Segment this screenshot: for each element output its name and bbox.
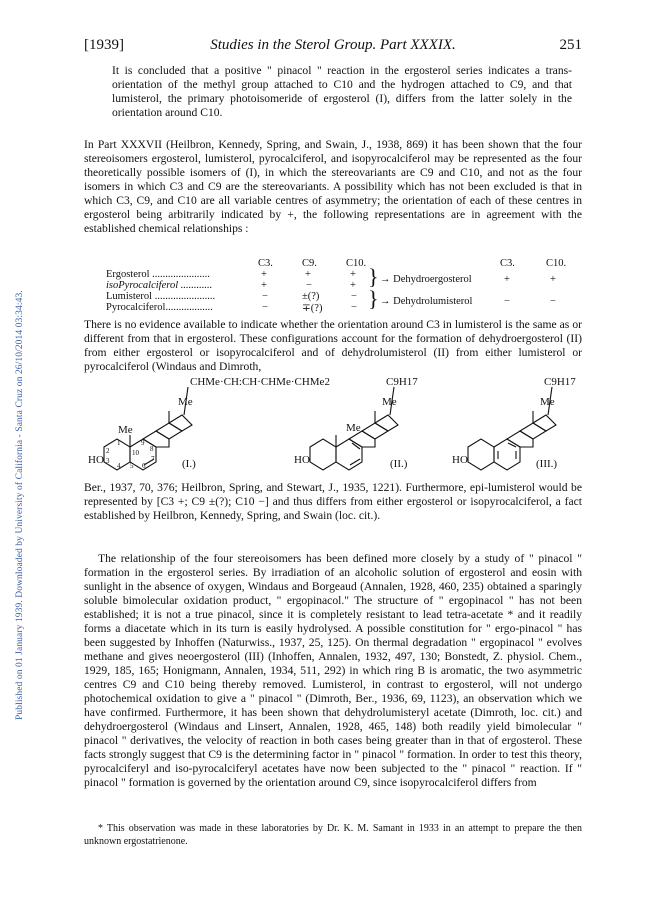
abstract: It is concluded that a positive " pinacol " reaction in the ergosterol series indicates a trans-orientation of the methyl group attached to C10 and the hydrogen attached to C9, and that lumisterol, the primary photoisomeride of ergosterol (I), differs from the latter solely in the orientation around C10. <box>112 64 572 119</box>
methyl-label: Me <box>382 396 397 408</box>
cell: + <box>261 280 267 291</box>
paragraph-1: In Part XXXVII (Heilbron, Kennedy, Spring, and Swain, J., 1938, 869) it has been shown that the four stereoisomers ergosterol, lumisterol, pyrocalciferol, and isopyrocalciferol may be represented as the four theoretically possible isomers of (I), in which the stereovariants are C9 and C10, and not as the four isomers in which C3 and C9 are the stereovariants. A possibility which has not been excluded is that in which C3, C9, and C10 are all variable centres of asymmetry; the orientation of each of these centres in ergosterol being arbitrarily indicated by +, the following representations are in agreement with the established chemical relationships : <box>84 138 582 235</box>
brace: } <box>368 286 379 311</box>
hydroxyl-label: HO <box>452 454 468 466</box>
cell: ±(?) <box>302 291 320 302</box>
cell: − <box>306 280 312 291</box>
side-chain-label: CHMe·CH:CH·CHMe·CHMe2 <box>190 376 330 388</box>
cell: + <box>350 269 356 280</box>
row-name: Pyrocalciferol.................. <box>106 302 213 313</box>
paragraph-3: Ber., 1937, 70, 376; Heilbron, Spring, and Stewart, J., 1935, 1221). Furthermore, epi-lumisterol would be represented by [C3 +; C9 ±(?); C10 −] and thus differs from either ergosterol or isopyrocalciferol, a fact established by Heilbron, Kennedy, Spring, and Swain (loc. cit.). <box>84 481 582 522</box>
cell: − <box>550 296 556 307</box>
hydroxyl-label: HO <box>294 454 310 466</box>
cell: − <box>262 302 268 313</box>
c9h17-label: C9H17 <box>386 376 418 388</box>
cell: + <box>261 269 267 280</box>
methyl-label: Me <box>540 396 555 408</box>
col-header: C9. <box>302 258 317 269</box>
ring-number: 7 <box>151 455 155 463</box>
running-header <box>84 37 582 55</box>
cell: − <box>351 302 357 313</box>
cell: ∓(?) <box>302 303 323 314</box>
running-title: Studies in the Sterol Group. Part XXXIX. <box>210 37 456 53</box>
ring-number: 10 <box>132 449 139 457</box>
structural-formulas <box>84 375 582 480</box>
ring-number: 4 <box>117 462 121 470</box>
ring-number: 6 <box>142 462 146 470</box>
cell: + <box>305 269 311 280</box>
methyl-label: Me <box>118 424 133 436</box>
cell: − <box>504 296 510 307</box>
methyl-label: Me <box>346 422 361 434</box>
c9h17-label: C9H17 <box>544 376 576 388</box>
cell: + <box>550 274 556 285</box>
row-name: Ergosterol ...................... <box>106 269 210 280</box>
ring-number: 9 <box>141 439 145 447</box>
stereo-table <box>106 258 576 316</box>
cell: + <box>504 274 510 285</box>
row-name: Lumisterol ....................... <box>106 291 216 302</box>
footnote: * This observation was made in these laboratories by Dr. K. M. Samant in 1933 in an attempt to prepare the then unknown ergostatrienone. <box>84 823 582 847</box>
col-header: C3. <box>500 258 515 269</box>
paragraph-4: The relationship of the four stereoisomers has been defined more closely by a study of " pinacol " formation in the ergosterol series. By irradiation of an alcoholic solution of ergosterol and eosin with sunlight in the absence of oxygen, Windaus and Borgeaud (Annalen, 1928, 460, 235) obtained a sparingly soluble bimolecular oxidation product, " ergopinacol." The structure of " ergopinacol " has not been established; it is not a true pinacol, since it is completely resistant to lead tetra-acetate * and it readily forms a diacetate which in its turn is easily hydrolysed. A possible constitution for " ergo-pinacol " has been suggested by Inhoffen (Naturwiss., 1937, 25, 125). On thermal degradation " ergopinacol " evolves methane and gives neoergosterol (III) (Inhoffen, Annalen, 1932, 497, 130; Bonstedt, Z. physiol. Chem., 1929, 185, 165; Honigmann, Annalen, 1934, 511, 292) in which ring B is aromatic, the two asymmetric centres C9 and C10 being thereby removed. Lumisterol, in contrast to ergosterol, will not undergo photochemical oxidation to give a " pinacol " (Dimroth, Ber., 1936, 69, 1123), an observation which we have confirmed. Furthermore, it has been shown that dehydrolumisteryl acetate (Dimroth, loc. cit.) and dehydroergosterol (Windaus and Linsert, Annalen, 1928, 465, 148) both readily yield bimolecular " pinacol " derivatives, the velocity of reaction in both cases being greater than in that of ergosterol. These facts strongly suggest that C9 is the determining factor in " pinacol " formation. In order to test this theory, pyrocalciferyl and iso-pyrocalciferyl acetates have now been subjected to the " pinacol " reaction. If " pinacol " formation is governed by the orientation around C9, since isopyrocalciferol differs from <box>84 552 582 789</box>
methyl-label: Me <box>178 396 193 408</box>
col-header: C10. <box>346 258 367 269</box>
page-number: 251 <box>559 37 582 53</box>
cell: − <box>262 291 268 302</box>
cell: − <box>351 291 357 302</box>
ring-number: 3 <box>106 457 110 465</box>
hydroxyl-label: HO <box>88 454 104 466</box>
col-header: C10. <box>546 258 567 269</box>
group-label: → Dehydrolumisterol <box>380 296 473 307</box>
ring-number: 8 <box>150 445 154 453</box>
compound-label: (I.) <box>182 458 196 470</box>
compound-label: (III.) <box>536 458 558 470</box>
journal-year: [1939] <box>84 37 124 53</box>
download-watermark <box>2 80 25 800</box>
ring-number: 2 <box>106 447 110 455</box>
cell: + <box>350 280 356 291</box>
ring-number: 5 <box>130 462 134 470</box>
ring-number: 1 <box>117 439 121 447</box>
compound-label: (II.) <box>390 458 408 470</box>
row-name: isoPyrocalciferol ............ <box>106 280 213 291</box>
group-label: → Dehydroergosterol <box>380 274 472 285</box>
col-header: C3. <box>258 258 273 269</box>
paragraph-2: There is no evidence available to indicate whether the orientation around C3 in lumisterol is the same as or different from that in ergosterol. These configurations account for the formation of dehydroergosterol (II) from either ergosterol or isopyrocalciferol and of dehydrolumisterol (II) from either lumisterol or pyrocalciferol (Windaus and Dimroth, <box>84 318 582 373</box>
brace: } <box>368 264 379 289</box>
watermark-text: Published on 01 January 1939. Downloaded by University of California - Santa Cruz on 26/10/2014 03:34:43. <box>15 290 25 720</box>
